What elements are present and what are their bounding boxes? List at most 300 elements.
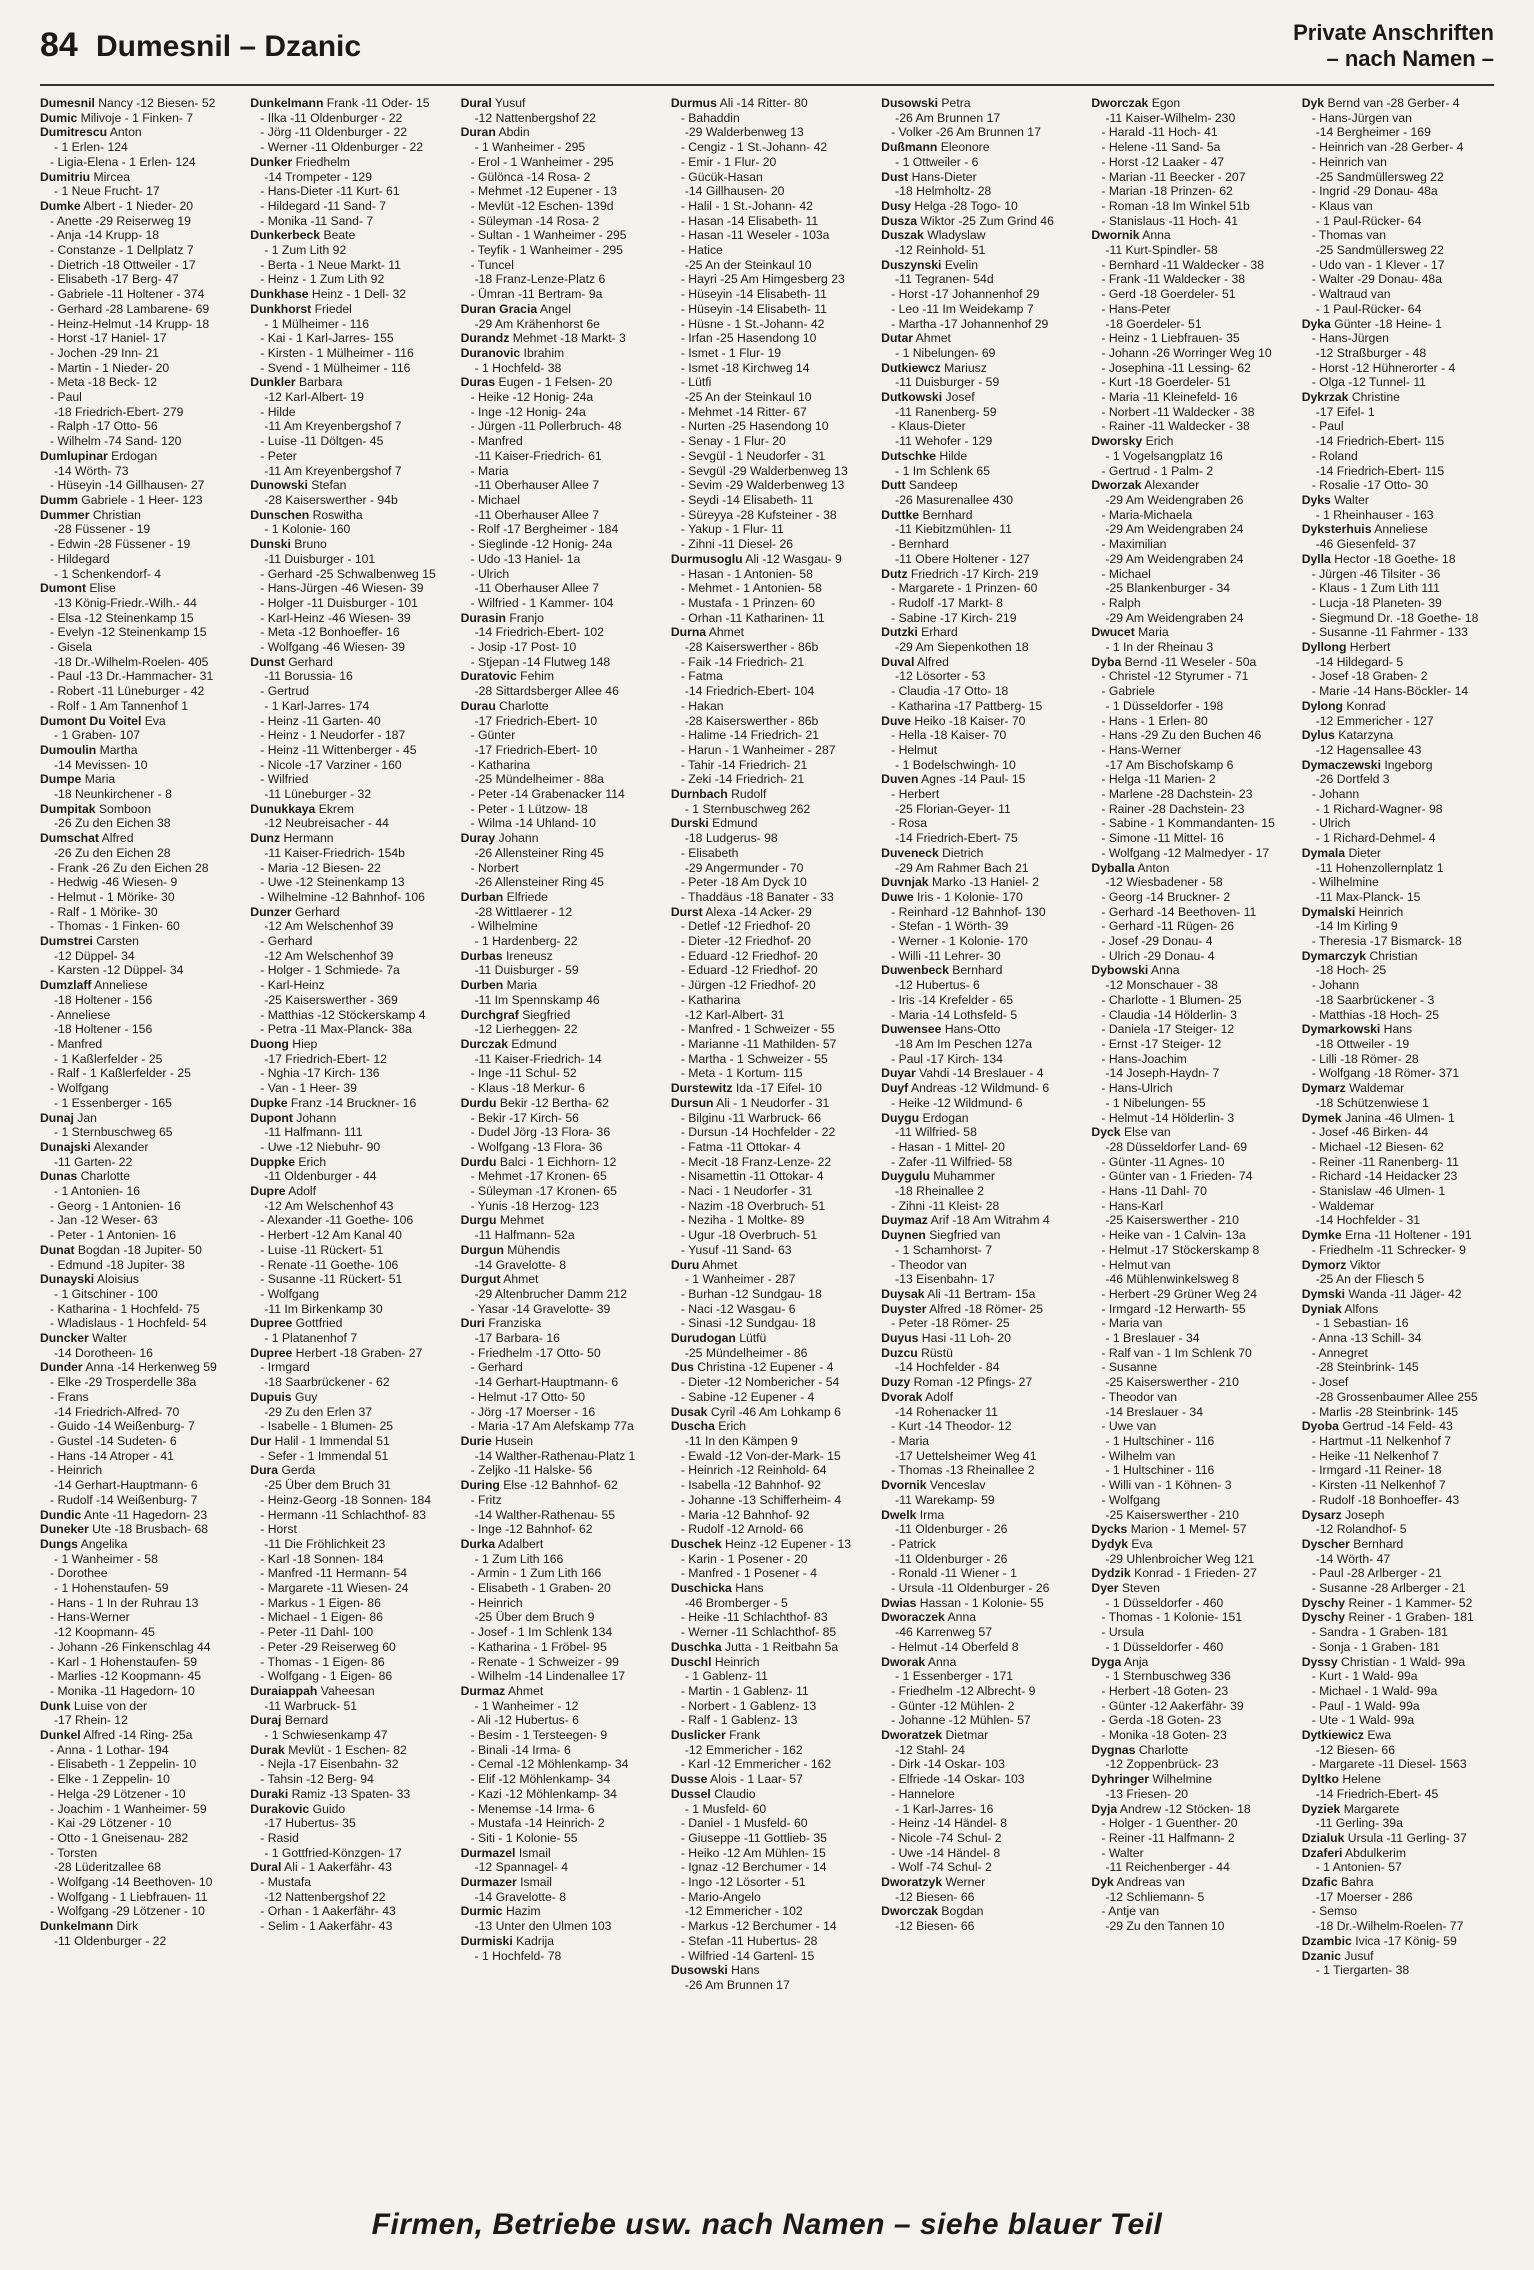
directory-entry — [671, 758, 863, 773]
directory-entry — [250, 1052, 442, 1067]
entry-text: -46 Mühlenwinkelsweg 8 — [1105, 1272, 1239, 1287]
directory-entry — [1091, 1390, 1283, 1405]
directory-entry — [671, 493, 863, 508]
entry-text: - Tahir -14 Friedrich- 21 — [680, 757, 808, 772]
entry-text: Gerhard — [291, 904, 340, 919]
entry-text: - 1 Kaßlerfelder - 25 — [54, 1051, 163, 1066]
entry-text: - Hans-Jürgen -46 Wiesen- 39 — [260, 581, 424, 596]
entry-text: -28 Kaiserswerther - 94b — [264, 492, 398, 507]
directory-entry — [461, 1155, 653, 1170]
directory-entry — [250, 758, 442, 773]
entry-text: - Martha -17 Johannenhof 29 — [891, 316, 1049, 331]
entry-surname: Dumitrescu — [40, 125, 108, 140]
directory-entry — [461, 287, 653, 302]
directory-entry — [461, 331, 653, 346]
entry-text: -14 Gerhart-Hauptmann- 6 — [474, 1375, 619, 1390]
entry-text: -18 Saarbrückener - 3 — [1315, 992, 1435, 1007]
entry-surname: Duras — [460, 375, 496, 390]
entry-text: -28 Lüderitzallee 68 — [54, 1860, 162, 1875]
entry-text: Angel — [537, 301, 571, 316]
entry-text: - 1 Kolonie- 160 — [264, 522, 351, 537]
entry-surname: Dylla — [1301, 551, 1331, 566]
directory-entry — [671, 508, 863, 523]
directory-entry — [461, 802, 653, 817]
directory-entry — [1302, 522, 1494, 537]
directory-entry — [671, 993, 863, 1008]
entry-text: -12 Am Welschenhof 39 — [264, 948, 394, 963]
entry-text: Rudolf — [727, 787, 767, 802]
directory-entry — [671, 464, 863, 479]
directory-entry — [671, 1111, 863, 1126]
directory-entry — [40, 1772, 232, 1787]
directory-entry — [1302, 537, 1494, 552]
entry-surname: Dutkiewcz — [881, 360, 941, 375]
entry-text: - Klaus -18 Merkur- 6 — [470, 1081, 586, 1096]
entry-text: -12 Wiesbadener - 58 — [1105, 875, 1223, 890]
entry-text: - Rosa — [891, 816, 928, 831]
directory-entry — [40, 1875, 232, 1890]
entry-text: -11 Kaiser-Friedrich- 154b — [264, 845, 405, 860]
directory-entry — [461, 1596, 653, 1611]
entry-text: - Wilfried — [260, 772, 309, 787]
directory-entry — [250, 1831, 442, 1846]
directory-entry — [1302, 655, 1494, 670]
entry-text: - Sabine - 1 Kommandanten- 15 — [1101, 816, 1275, 831]
directory-entry — [881, 464, 1073, 479]
directory-entry — [1302, 1375, 1494, 1390]
directory-entry — [881, 1566, 1073, 1581]
entry-text: Mariusz — [940, 360, 987, 375]
directory-entry — [250, 1037, 442, 1052]
entry-text: - Katharina -17 Pattberg- 15 — [891, 698, 1043, 713]
entry-surname: Dumoulin — [40, 742, 97, 757]
directory-entry — [1302, 978, 1494, 993]
entry-text: Herbert -18 Graben- 27 — [292, 1345, 423, 1360]
entry-surname: Dunkelmann — [40, 1919, 114, 1934]
entry-text: -12 Emmericher - 127 — [1315, 713, 1434, 728]
entry-text: Jan — [73, 1110, 97, 1125]
entry-text: Hassan - 1 Kolonie- 55 — [916, 1595, 1044, 1610]
directory-entry — [40, 581, 232, 596]
entry-text: Bahra — [1337, 1875, 1374, 1890]
directory-entry — [461, 1802, 653, 1817]
entry-text: - 1 Essenberger - 171 — [895, 1669, 1014, 1684]
entry-text: - Guido -14 Weißenburg- 7 — [50, 1419, 195, 1434]
entry-surname: Dumke — [40, 198, 81, 213]
entry-text: - Irmgard -11 Reiner- 18 — [1311, 1463, 1442, 1478]
directory-entry — [881, 1919, 1073, 1934]
entry-text: - 1 Antonien- 16 — [54, 1184, 141, 1199]
directory-entry — [250, 1022, 442, 1037]
entry-text: Alfred -18 Römer- 25 — [926, 1301, 1044, 1316]
entry-text: -11 Oberhauser Allee 7 — [474, 507, 599, 522]
directory-entry — [1302, 1581, 1494, 1596]
entry-text: -17 Eifel- 1 — [1315, 404, 1375, 419]
directory-entry — [250, 743, 442, 758]
entry-text: Werner — [942, 1875, 986, 1890]
directory-entry — [40, 1272, 232, 1287]
entry-text: - Ernst -17 Steiger- 12 — [1101, 1037, 1222, 1051]
entry-text: Gerda — [278, 1463, 316, 1478]
directory-entry — [881, 1228, 1073, 1243]
directory-entry — [1302, 1508, 1494, 1523]
directory-entry — [671, 1022, 863, 1037]
entry-surname: Duyus — [881, 1331, 919, 1346]
entry-surname: Dworzak — [1091, 478, 1142, 493]
directory-entry — [671, 1228, 863, 1243]
entry-surname: Dussel — [670, 1786, 711, 1801]
directory-entry — [671, 596, 863, 611]
directory-entry — [881, 714, 1073, 729]
directory-entry — [1302, 1111, 1494, 1126]
entry-text: - Frans — [50, 1389, 89, 1404]
directory-column-4 — [671, 96, 863, 2178]
directory-entry — [1302, 1522, 1494, 1537]
directory-entry — [40, 1802, 232, 1817]
entry-surname: Dura — [250, 1463, 279, 1478]
directory-entry — [671, 890, 863, 905]
directory-entry — [40, 1022, 232, 1037]
entry-text: - Bekir -17 Kirch- 56 — [470, 1110, 579, 1125]
entry-text: - Heinz - 1 Zum Lith 92 — [260, 272, 385, 287]
directory-entry — [881, 1816, 1073, 1831]
entry-text: Adolf — [922, 1389, 953, 1404]
entry-text: -17 Barbara- 16 — [474, 1331, 560, 1346]
directory-entry — [1302, 170, 1494, 185]
entry-text: - Irmgard -12 Herwarth- 55 — [1101, 1301, 1246, 1316]
entry-surname: Durnbach — [670, 787, 728, 802]
entry-surname: Dysarz — [1301, 1507, 1342, 1522]
directory-entry — [40, 508, 232, 523]
directory-entry — [40, 1331, 232, 1346]
entry-text: -26 Am Brunnen 17 — [895, 110, 1001, 125]
directory-entry — [881, 1581, 1073, 1596]
directory-entry — [40, 111, 232, 126]
entry-text: -18 Ludgerus- 98 — [684, 831, 778, 846]
entry-text: -26 Zu den Eichen 28 — [54, 845, 171, 860]
directory-entry — [881, 1434, 1073, 1449]
directory-entry — [671, 1655, 863, 1670]
entry-text: - Horst — [260, 1522, 297, 1537]
entry-text: - Roland — [1311, 448, 1358, 463]
directory-entry — [1091, 772, 1283, 787]
entry-surname: Dyllong — [1301, 640, 1347, 655]
entry-text: -28 Steinbrink- 145 — [1315, 1360, 1419, 1375]
entry-surname: Dymaczewski — [1301, 757, 1381, 772]
entry-text: - Irfan -25 Hasendong 10 — [680, 331, 817, 346]
directory-columns — [40, 96, 1494, 2178]
directory-entry — [881, 199, 1073, 214]
directory-entry — [1091, 1816, 1283, 1831]
entry-surname: Dunowski — [250, 478, 308, 493]
directory-entry — [671, 772, 863, 787]
footer-note: Firmen, Betriebe usw. nach Namen – siehe blauer Teil — [371, 2208, 1163, 2241]
entry-surname: Dus — [670, 1360, 694, 1375]
entry-text: - Marian -18 Prinzen- 62 — [1101, 184, 1233, 199]
directory-entry — [250, 508, 442, 523]
entry-text: - Gerhard -28 Lambarene- 69 — [50, 301, 210, 316]
directory-entry — [250, 596, 442, 611]
entry-text: - Thomas - 1 Eigen- 86 — [260, 1654, 385, 1669]
directory-entry — [671, 1934, 863, 1949]
entry-text: - 1 Antonien- 57 — [1315, 1860, 1402, 1875]
directory-entry — [671, 1904, 863, 1919]
entry-text: - Dursun -14 Hochfelder - 22 — [680, 1125, 836, 1140]
entry-text: - Meta -18 Beck- 12 — [50, 375, 158, 390]
directory-entry — [1091, 1228, 1283, 1243]
entry-surname: Dyksterhuis — [1301, 522, 1372, 537]
directory-entry — [881, 1008, 1073, 1023]
directory-entry — [461, 155, 653, 170]
directory-entry — [250, 1655, 442, 1670]
directory-entry — [40, 743, 232, 758]
directory-entry — [671, 449, 863, 464]
entry-text: -14 Friedrich-Ebert- 102 — [474, 625, 604, 640]
entry-text: - Karsten -12 Düppel- 34 — [50, 963, 184, 978]
entry-text: - Uwe -12 Steinenkamp 13 — [260, 875, 405, 890]
directory-entry — [40, 287, 232, 302]
entry-surname: Dyballa — [1091, 860, 1135, 875]
directory-entry — [461, 1390, 653, 1405]
entry-text: - Michael - 1 Wald- 99a — [1311, 1683, 1438, 1698]
directory-entry — [250, 669, 442, 684]
entry-text: - Hans-Dieter -11 Kurt- 61 — [260, 184, 400, 199]
entry-text: - Claudia -17 Otto- 18 — [891, 684, 1009, 699]
directory-entry — [671, 714, 863, 729]
entry-text: - 1 Zum Lith 166 — [474, 1551, 564, 1566]
directory-entry — [250, 419, 442, 434]
entry-text: - Patrick — [891, 1536, 936, 1551]
directory-entry — [40, 684, 232, 699]
entry-text: - 1 Schwiesenkamp 47 — [264, 1728, 388, 1743]
directory-entry — [250, 1258, 442, 1273]
entry-text: Margarete — [1340, 1801, 1400, 1816]
directory-entry — [1091, 1360, 1283, 1375]
entry-surname: Durdu — [460, 1095, 497, 1110]
directory-entry — [250, 1890, 442, 1905]
directory-entry — [1302, 1772, 1494, 1787]
entry-text: -29 Angermunder - 70 — [684, 860, 804, 875]
directory-entry — [881, 1699, 1073, 1714]
entry-surname: Dusza — [881, 213, 918, 228]
entry-text: -18 Dr.-Wilhelm-Roelen- 405 — [54, 654, 209, 669]
entry-text: Guido — [309, 1801, 346, 1816]
entry-text: - Giuseppe -11 Gottlieb- 35 — [680, 1830, 827, 1845]
directory-entry — [250, 1610, 442, 1625]
entry-text: - Yunis -18 Herzog- 123 — [470, 1198, 600, 1213]
entry-text: Konrad - 1 Frieden- 27 — [1130, 1566, 1257, 1581]
entry-text: - Hüsne - 1 St.-Johann- 42 — [680, 316, 825, 331]
entry-text: - Wolfgang - 1 Liebfrauen- 11 — [50, 1889, 208, 1904]
directory-entry — [250, 1375, 442, 1390]
entry-text: Bogdan — [938, 1904, 984, 1919]
entry-surname: Dusak — [670, 1404, 708, 1419]
entry-surname: Durczak — [460, 1037, 508, 1051]
directory-entry — [1302, 1846, 1494, 1861]
directory-entry — [461, 1405, 653, 1420]
entry-text: Ahmet — [912, 331, 951, 346]
directory-entry — [461, 1346, 653, 1361]
directory-entry — [1091, 1904, 1283, 1919]
entry-text: - Paul - 1 Wald- 99a — [1311, 1698, 1420, 1713]
entry-text: - Hüseyin -14 Elisabeth- 11 — [680, 301, 827, 316]
directory-entry — [250, 1772, 442, 1787]
entry-text: Milivoje - 1 Finken- 7 — [77, 110, 194, 125]
directory-entry — [461, 508, 653, 523]
entry-text: -11 Duisburger - 101 — [264, 551, 376, 566]
entry-text: - Holger - 1 Guenther- 20 — [1101, 1816, 1238, 1831]
directory-entry — [1302, 919, 1494, 934]
directory-entry — [1091, 1610, 1283, 1625]
directory-entry — [1302, 1228, 1494, 1243]
directory-entry — [461, 772, 653, 787]
directory-entry — [40, 1846, 232, 1861]
directory-entry — [250, 1669, 442, 1684]
entry-text: - Maria van — [1101, 1316, 1163, 1331]
directory-entry — [1302, 449, 1494, 464]
entry-text: - Susanne -11 Fahrmer - 133 — [1311, 625, 1468, 640]
entry-surname: Duratovic — [460, 669, 517, 684]
entry-text: - Fritz — [470, 1492, 502, 1507]
directory-entry — [1302, 302, 1494, 317]
entry-text: - Hüseyin -14 Elisabeth- 11 — [680, 287, 827, 302]
entry-text: - 1 Karl-Jarres- 174 — [264, 698, 370, 713]
directory-entry — [40, 890, 232, 905]
directory-entry — [40, 449, 232, 464]
entry-text: Walter — [1330, 492, 1369, 507]
directory-entry — [461, 243, 653, 258]
directory-entry — [671, 1008, 863, 1023]
entry-surname: Duwe — [881, 889, 914, 904]
directory-entry — [461, 1890, 653, 1905]
directory-entry — [40, 905, 232, 920]
entry-text: - Wilma -14 Uhland- 10 — [470, 816, 596, 831]
directory-entry — [1302, 199, 1494, 214]
entry-text: - Semso — [1311, 1904, 1358, 1919]
entry-text: - Michael — [470, 492, 521, 507]
entry-text: Franziska — [484, 1316, 542, 1331]
entry-text: Vahdi -14 Breslauer - 4 — [915, 1066, 1044, 1081]
entry-text: -26 Dortfeld 3 — [1315, 772, 1390, 787]
directory-entry — [1302, 464, 1494, 479]
entry-surname: Dzanic — [1301, 1948, 1341, 1963]
entry-text: Albert - 1 Nieder- 20 — [80, 198, 194, 213]
entry-text: Angelika — [77, 1536, 128, 1551]
directory-entry — [461, 1552, 653, 1567]
entry-text: Adalbert — [495, 1536, 544, 1551]
entry-surname: Duwensee — [881, 1022, 942, 1037]
entry-surname: Durst — [670, 904, 703, 919]
entry-text: Hazim — [502, 1904, 541, 1919]
directory-entry — [671, 272, 863, 287]
entry-text: - Monika -18 Goten- 23 — [1101, 1728, 1227, 1743]
entry-text: - Süleyman -14 Rosa- 2 — [470, 213, 600, 228]
directory-entry — [1302, 1860, 1494, 1875]
entry-text: Marion - 1 Memel- 57 — [1127, 1522, 1247, 1537]
entry-text: - Kurt -18 Goerdeler- 51 — [1101, 375, 1231, 390]
entry-text: - Marlies -12 Koopmann- 45 — [50, 1669, 202, 1684]
directory-entry — [1302, 1140, 1494, 1155]
entry-text: - Yusuf -11 Sand- 63 — [680, 1242, 792, 1257]
directory-entry — [250, 846, 442, 861]
entry-text: Venceslav — [926, 1478, 986, 1493]
entry-text: Siegfried — [518, 1007, 571, 1022]
entry-text: - Wolfgang -18 Römer- 371 — [1311, 1066, 1460, 1081]
entry-text: - Inge -11 Schul- 52 — [470, 1066, 577, 1081]
directory-entry — [881, 772, 1073, 787]
directory-entry — [40, 1919, 232, 1934]
entry-text: -17 Friedrich-Ebert- 12 — [264, 1051, 387, 1066]
entry-surname: Dupree — [250, 1345, 293, 1360]
entry-text: - Günter — [470, 728, 516, 743]
directory-entry — [461, 228, 653, 243]
entry-surname: Dusy — [881, 198, 911, 213]
entry-text: - Mustafa — [260, 1875, 312, 1890]
directory-entry — [671, 552, 863, 567]
entry-text: Alfred -14 Ring- 25a — [80, 1728, 193, 1743]
directory-entry — [881, 1111, 1073, 1126]
entry-text: -14 Gerhart-Hauptmann- 6 — [54, 1478, 198, 1493]
entry-text: - Ralf - 1 Gablenz- 13 — [680, 1713, 798, 1728]
entry-text: - Elisabeth - 1 Graben- 20 — [470, 1581, 611, 1596]
entry-text: - Thaddäus -18 Banater - 33 — [680, 889, 834, 904]
entry-text: Jutta - 1 Reitbahn 5a — [721, 1639, 839, 1654]
directory-entry — [250, 772, 442, 787]
entry-text: Anna — [1139, 228, 1171, 243]
directory-entry — [881, 1875, 1073, 1890]
entry-text: - Gisela — [50, 640, 92, 655]
entry-text: -25 An der Steinkaul 10 — [684, 257, 812, 272]
entry-text: Maria — [81, 772, 116, 787]
directory-entry — [1302, 1890, 1494, 1905]
entry-text: Hans-Dieter — [908, 169, 977, 184]
directory-entry — [881, 96, 1073, 111]
entry-surname: Dwucet — [1091, 625, 1135, 640]
directory-entry — [461, 1610, 653, 1625]
directory-entry — [881, 699, 1073, 714]
directory-entry — [250, 155, 442, 170]
entry-text: -29 Zu den Erlen 37 — [264, 1404, 373, 1419]
directory-entry — [1302, 1904, 1494, 1919]
entry-text: Eleonore — [937, 140, 990, 155]
entry-text: Friedrich -17 Kirch- 219 — [907, 566, 1039, 581]
entry-text: - 1 Nibelungen- 55 — [1105, 1095, 1206, 1110]
directory-entry — [461, 1949, 653, 1964]
directory-entry — [250, 1537, 442, 1552]
directory-entry — [461, 96, 653, 111]
entry-text: -14 Joseph-Haydn- 7 — [1105, 1066, 1220, 1081]
entry-text: - Udo -13 Haniel- 1a — [470, 551, 581, 566]
entry-text: - Margarete -11 Wiesen- 24 — [260, 1581, 409, 1596]
entry-surname: Durmus — [670, 96, 717, 110]
entry-text: - Ulrich -29 Donau- 4 — [1101, 948, 1215, 963]
entry-text: Charlotte — [1135, 1742, 1189, 1757]
directory-entry — [1091, 1552, 1283, 1567]
directory-entry — [671, 390, 863, 405]
entry-text: - Katharina — [680, 992, 741, 1007]
directory-entry — [250, 861, 442, 876]
directory-entry — [461, 1655, 653, 1670]
entry-text: - Ismet - 1 Flur- 19 — [680, 345, 782, 360]
directory-entry — [671, 361, 863, 376]
directory-entry — [1302, 111, 1494, 126]
directory-entry — [671, 478, 863, 493]
entry-text: Heinz -12 Eupener - 13 — [721, 1536, 852, 1551]
directory-entry — [461, 1140, 653, 1155]
entry-text: - Holger - 1 Schmiede- 7a — [260, 963, 400, 978]
entry-surname: Dyscher — [1301, 1536, 1350, 1551]
directory-entry — [1302, 890, 1494, 905]
